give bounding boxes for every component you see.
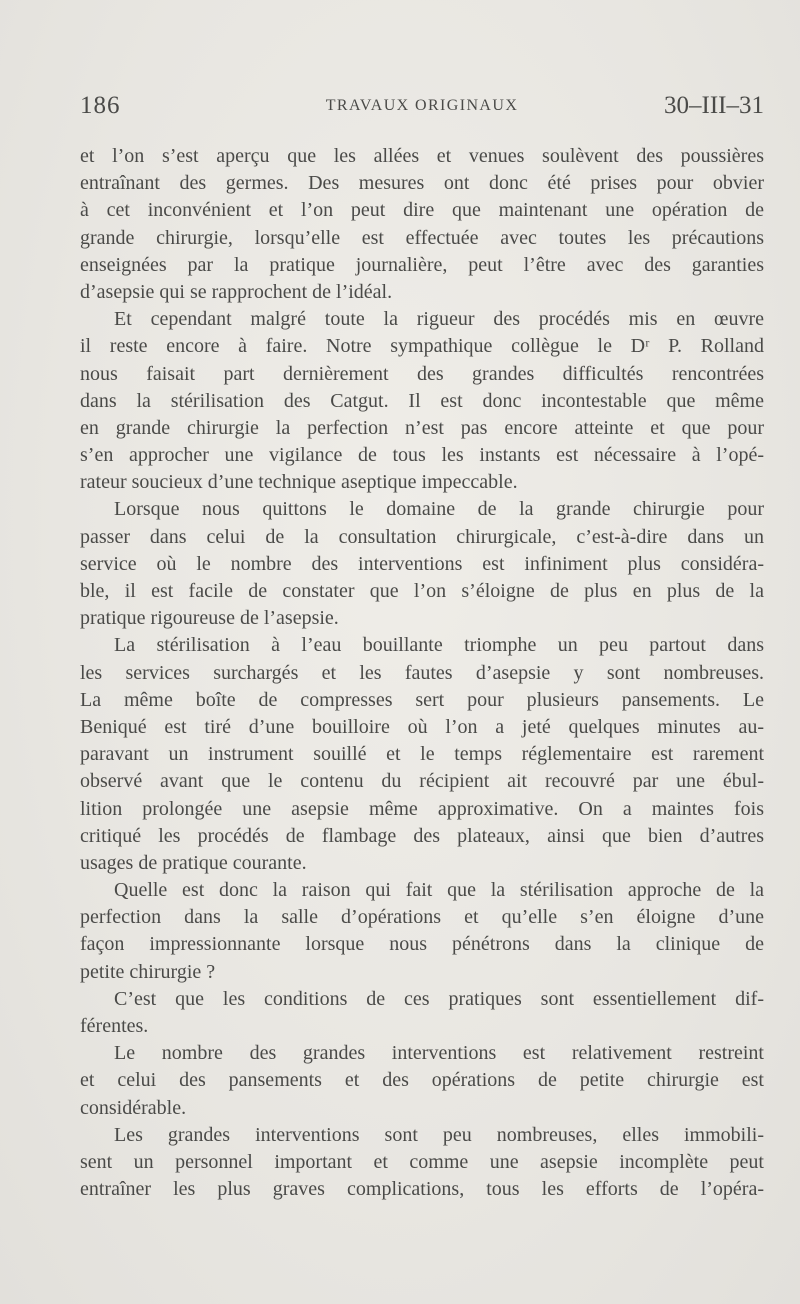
journal-title: TRAVAUX ORIGINAUX: [325, 97, 519, 114]
text-line: petite chirurgie ?: [80, 960, 216, 983]
text-line: et l’on s’est aperçu que les allées et venues soulèvent des poussières: [80, 145, 764, 167]
text-line: C’est que les conditions de ces pratiques sont essentiellement dif-: [114, 987, 764, 1010]
text-line: Et cependant malgré toute la rigueur des procédés mis en œuvre: [114, 308, 764, 331]
text-line: Lorsque nous quittons le domaine de la grande chirurgie pour: [114, 498, 764, 521]
page-number: 186: [80, 92, 121, 119]
text-line: considérable.: [80, 1096, 187, 1119]
text-line: et celui des pansements et des opérations de petite chirurgie est: [80, 1069, 764, 1092]
text-line: façon impressionnante lorsque nous pénétrons dans la clinique de: [80, 933, 764, 956]
text-line: s’en approcher une vigilance de tous les instants est nécessaire à l’opé-: [80, 444, 764, 467]
text-line: à cet inconvénient et l’on peut dire que maintenant une opération de: [80, 199, 764, 222]
text-line: dans la stérilisation des Catgut. Il est donc incontestable que même: [80, 389, 764, 412]
text-line: ble, il est facile de constater que l’on s’éloigne de plus en plus de la: [80, 580, 764, 602]
text-line: critiqué les procédés de flambage des plateaux, ainsi que bien d’autres: [80, 824, 764, 847]
text-line: usages de pratique courante.: [80, 851, 307, 874]
text-line: Beniqué est tiré d’une bouilloire où l’on a jeté quelques minutes au-: [80, 715, 764, 738]
text-line: La même boîte de compresses sert pour plusieurs pansements. Le: [80, 688, 764, 711]
text-line: entraînant des germes. Des mesures ont donc été prises pour obvier: [80, 172, 764, 195]
text-line: en grande chirurgie la perfection n’est pas encore atteinte et que pour: [80, 416, 764, 439]
running-head: [80, 92, 764, 122]
text-line: entraîner les plus graves complications, tous les efforts de l’opéra-: [80, 1178, 764, 1201]
text-line: sent un personnel important et comme une asepsie incomplète peut: [80, 1150, 764, 1173]
text-line: il reste encore à faire. Notre sympathique collègue le Dʳ P. Rolland: [80, 335, 764, 358]
text-line: paravant un instrument souillé et le temps réglementaire est rarement: [80, 743, 764, 766]
text-line: enseignées par la pratique journalière, peut l’être avec des garanties: [80, 253, 764, 276]
text-line: Quelle est donc la raison qui fait que la stérilisation approche de la: [114, 879, 764, 902]
text-line: service où le nombre des interventions est infiniment plus considéra-: [80, 552, 764, 575]
text-line: perfection dans la salle d’opérations et qu’elle s’en éloigne d’une: [80, 906, 764, 929]
text-line: rateur soucieux d’une technique aseptique impeccable.: [80, 471, 518, 494]
text-line: passer dans celui de la consultation chirurgicale, c’est-à-dire dans un: [80, 525, 764, 548]
text-line: Le nombre des grandes interventions est relativement restreint: [114, 1042, 764, 1065]
text-line: observé avant que le contenu du récipient ait recouvré par une ébul-: [80, 770, 764, 793]
body-text: [80, 143, 764, 1203]
text-line: nous faisait part dernièrement des grandes difficultés rencontrées: [80, 362, 764, 385]
text-line: férentes.: [80, 1015, 149, 1037]
text-line: lition prolongée une asepsie même approximative. On a maintes fois: [80, 797, 764, 820]
text-line: d’asepsie qui se rapprochent de l’idéal.: [80, 280, 393, 303]
text-line: pratique rigoureuse de l’asepsie.: [80, 607, 339, 630]
text-line: les services surchargés et les fautes d’asepsie y sont nombreuses.: [80, 661, 764, 684]
text-line: La stérilisation à l’eau bouillante triomphe un peu partout dans: [114, 634, 764, 657]
issue-reference: 30–III–31: [664, 92, 764, 119]
text-line: Les grandes interventions sont peu nombreuses, elles immobili-: [114, 1123, 764, 1146]
text-line: grande chirurgie, lorsqu’elle est effectuée avec toutes les précautions: [80, 226, 764, 249]
